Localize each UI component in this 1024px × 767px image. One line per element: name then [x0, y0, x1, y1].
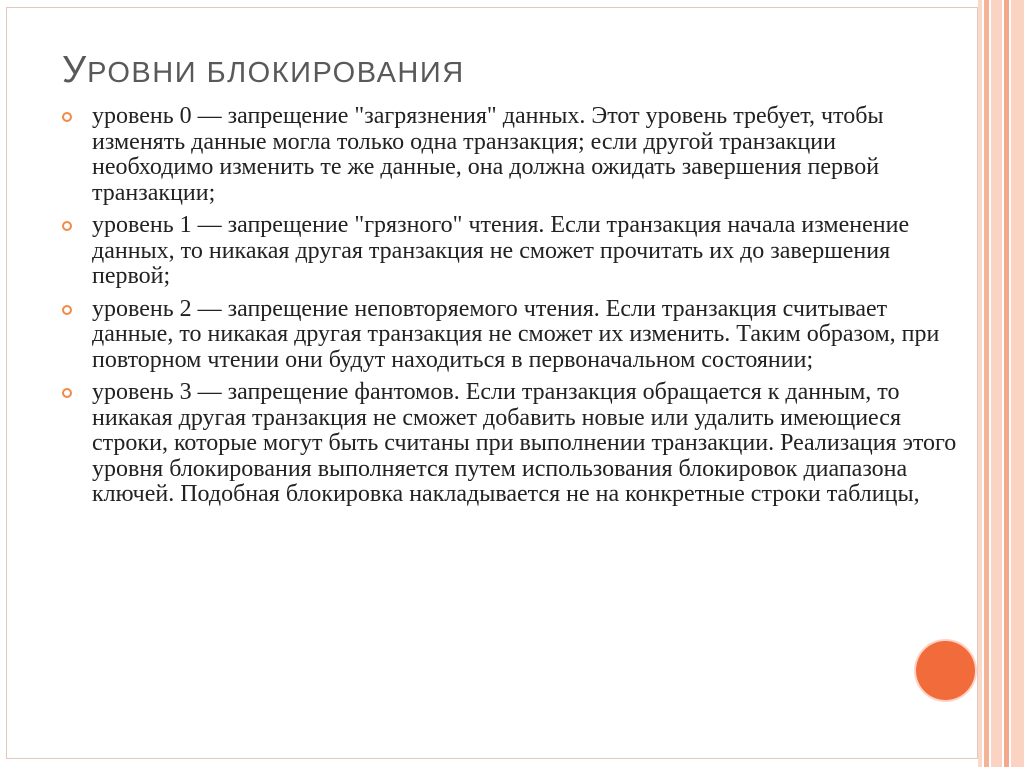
- bullet-ring-icon: [62, 305, 72, 315]
- bullet-item: [62, 380, 962, 508]
- bullet-item: [62, 297, 962, 374]
- bullet-item: [62, 213, 962, 290]
- bullet-text: уровень 2 — запрещение неповторяемого чтения. Если транзакция считывает данные, то никакая другая транзакция не сможет их изменить. Таким образом, при повторном чтении они будут находиться в первоначальном состоянии;: [92, 295, 940, 373]
- title-rest: РОВНИ БЛОКИРОВАНИЯ: [87, 57, 465, 89]
- bullet-text: уровень 3 — запрещение фантомов. Если транзакция обращается к данным, то никакая другая транзакция не сможет добавить новые или удалить имеющиеся строки, которые могут быть считаны при выполнении транзакции. Реализация этого уровня блокирования выполняется путем использования блокировок диапазона ключей. Подобная блокировка накладывается не на конкретные строки таблицы,: [92, 379, 957, 507]
- bullet-text: уровень 0 — запрещение "загрязнения" данных. Этот уровень требует, чтобы изменять данные могла только одна транзакция; если другой транзакции необходимо изменить те же данные, она должна ожидать завершения первой транзакции;: [92, 103, 884, 206]
- bullet-ring-icon: [62, 388, 72, 398]
- bullet-list: [62, 104, 962, 515]
- decorative-stripes: [978, 0, 1024, 767]
- accent-circle-icon: [916, 641, 975, 700]
- bullet-item: [62, 104, 962, 206]
- title-initial: У: [62, 49, 88, 91]
- stripe: [984, 0, 989, 767]
- bullet-ring-icon: [62, 221, 72, 231]
- stripe: [978, 0, 982, 767]
- bullet-ring-icon: [62, 112, 72, 122]
- bullet-text: уровень 1 — запрещение "грязного" чтения. Если транзакция начала изменение данных, то никакая другая транзакция не сможет прочитать их до завершения первой;: [92, 212, 910, 289]
- stripe: [1011, 0, 1024, 767]
- stripe: [991, 0, 1002, 767]
- slide-title: [62, 48, 465, 95]
- stripe: [1004, 0, 1009, 767]
